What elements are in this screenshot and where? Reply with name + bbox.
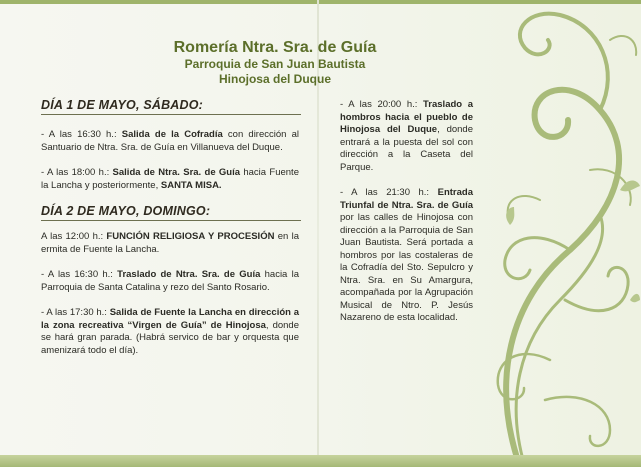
item-event: Traslado de Ntra. Sra. de Guía <box>117 269 261 280</box>
item-mass: SANTA MISA. <box>160 179 222 191</box>
item-event: Salida de Ntra. Sra. de Guía <box>112 167 241 178</box>
item-time: A las 12:00 h.: <box>41 231 107 242</box>
right-column <box>340 99 473 325</box>
item-event: Salida de Fuente la Lancha en dirección a la zona recreativa “Virgen de Guía” de Hinojosa <box>41 307 299 331</box>
item-event: Traslado a hombros hacia el pueblo de Hinojosa del Duque <box>340 99 473 135</box>
item-time: - A las 17:30 h.: <box>41 307 110 318</box>
item-time: - A las 18:00 h.: <box>41 167 113 178</box>
day1-item-1 <box>41 129 299 154</box>
day2-underline <box>41 220 301 221</box>
day2-item-3 <box>41 307 299 357</box>
brochure-header <box>150 38 400 87</box>
event-title: Romería Ntra. Sra. de Guía <box>173 39 377 56</box>
left-column <box>41 98 299 357</box>
day2-item-1 <box>41 231 299 256</box>
day1-item-2 <box>41 167 299 192</box>
day1-heading: DÍA 1 DE MAYO, SÁBADO: <box>41 98 204 112</box>
item-detail: en la ermita de Fuente la Lancha. <box>41 231 299 255</box>
item-time: - A las 20:00 h.: <box>340 99 424 110</box>
item-detail: , donde entrará a la puesta del sol con dirección a la Caseta del Parque. <box>340 124 473 173</box>
right-item-2 <box>340 187 473 325</box>
item-detail: por las calles de Hinojosa con dirección a la Parroquia de San Juan Bautista. Será portada a hombros por las costaleras de la Cofradía del Sto. Sepulcro y Ntra. Sra. en Su Amargura, acompañada por la Agrupación Musical de Ntro. P. Jesús Nazareno de esta localidad. <box>340 212 473 323</box>
item-detail: hacia la Parroquia de Santa Catalina y rezo del Santo Rosario. <box>41 269 299 293</box>
town-name: Hinojosa del Duque <box>218 72 331 86</box>
floral-swirl-decoration <box>450 0 641 467</box>
item-detail: hacia Fuente la Lancha y posteriormente, <box>41 167 299 191</box>
item-event: Entrada Triunfal de Ntra. Sra. de Guía <box>340 187 473 211</box>
bottom-border <box>0 455 641 467</box>
parish-name: Parroquia de San Juan Bautista <box>184 57 366 71</box>
item-time: - A las 21:30 h.: <box>340 187 438 198</box>
right-item-1 <box>340 99 473 174</box>
day2-heading: DÍA 2 DE MAYO, DOMINGO: <box>41 204 211 218</box>
day1-underline <box>41 114 301 115</box>
day2-item-2 <box>41 269 299 294</box>
item-time: - A las 16:30 h.: <box>41 269 118 280</box>
item-time: - A las 16:30 h.: <box>41 129 122 140</box>
item-detail: con dirección al Santuario de Ntra. Sra. de Guía en Villanueva del Duque. <box>41 129 299 153</box>
item-event: FUNCIÓN RELIGIOSA Y PROCESIÓN <box>106 231 275 242</box>
item-event: Salida de la Cofradía <box>121 129 223 140</box>
item-detail: , donde se hará gran parada. (Habrá servico de bar y orquesta que amenizará todo el día). <box>41 319 300 356</box>
